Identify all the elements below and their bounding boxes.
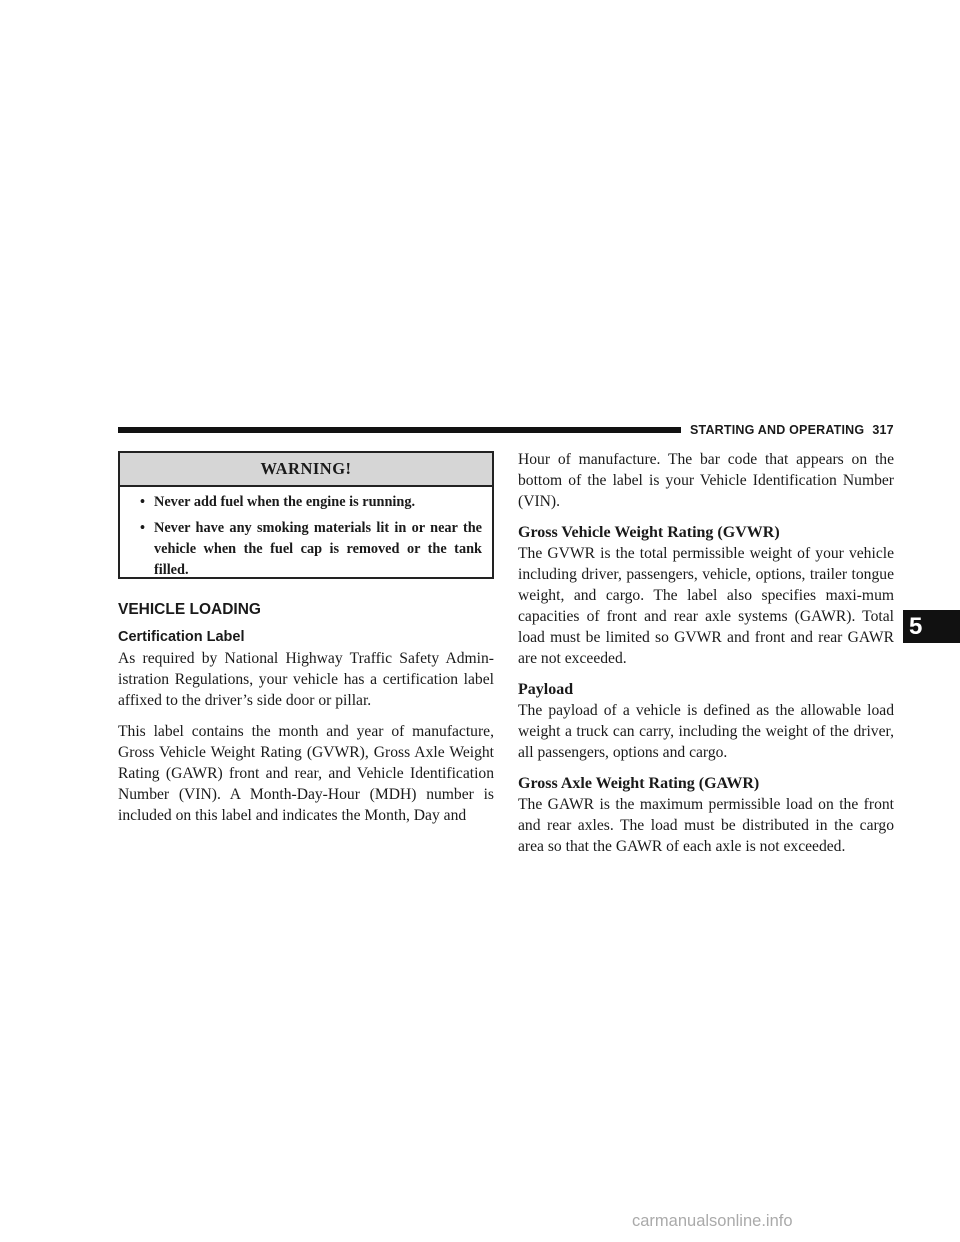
running-header <box>690 421 894 439</box>
right-column <box>518 449 894 867</box>
page-number: 317 <box>872 423 894 437</box>
warning-box <box>118 451 494 579</box>
left-column <box>118 600 494 836</box>
warning-item-text: Never have any smoking materials lit in or near the vehicle when the fuel cap is removed or the tank filled. <box>154 520 482 578</box>
payload-heading: Payload <box>518 681 574 698</box>
warning-item <box>140 518 482 581</box>
gvwr-heading: Gross Vehicle Weight Rating (GVWR) <box>518 524 780 541</box>
subsection-heading: Certification Label <box>118 629 245 645</box>
paragraph: As required by National Highway Traffic Safety Admin-istration Regulations, your vehicle has a certification label affixed to the driver’s side door or pillar. <box>118 650 494 709</box>
section-heading: VEHICLE LOADING <box>118 601 261 618</box>
chapter-tab: 5 <box>903 610 960 643</box>
paragraph: The GVWR is the total permissible weight of your vehicle including driver, passengers, vehicle, options, trailer tongue weight, and cargo. The label also specifies maxi-mum capacities of front and rear axle systems (GAWR). Total load must be limited so GVWR and front and rear GAWR are not exceeded. <box>518 545 894 667</box>
header-rule <box>118 427 681 433</box>
section-title: STARTING AND OPERATING <box>690 423 865 437</box>
warning-title: WARNING! <box>120 453 492 487</box>
watermark: carmanualsonline.info <box>632 1212 793 1230</box>
paragraph: The payload of a vehicle is defined as the allowable load weight a truck can carry, including the weight of the driver, all passengers, options and cargo. <box>518 702 894 761</box>
warning-item-text: Never add fuel when the engine is running. <box>154 494 416 510</box>
paragraph: This label contains the month and year of manufacture, Gross Vehicle Weight Rating (GVWR), Gross Axle Weight Rating (GAWR) front and rear, and Vehicle Identification Number (VIN). A Month-Day-Hour (MDH) number is included on this label and indicates the Month, Day and <box>118 723 494 824</box>
paragraph: Hour of manufacture. The bar code that appears on the bottom of the label is your Vehicle Identification Number (VIN). <box>518 451 894 510</box>
bullet-icon: • <box>140 494 146 510</box>
warning-list <box>120 492 492 581</box>
paragraph: The GAWR is the maximum permissible load on the front and rear axles. The load must be distributed in the cargo area so that the GAWR of each axle is not exceeded. <box>518 796 894 855</box>
bullet-icon: • <box>140 520 146 536</box>
gawr-heading: Gross Axle Weight Rating (GAWR) <box>518 775 760 792</box>
warning-item <box>140 492 482 513</box>
